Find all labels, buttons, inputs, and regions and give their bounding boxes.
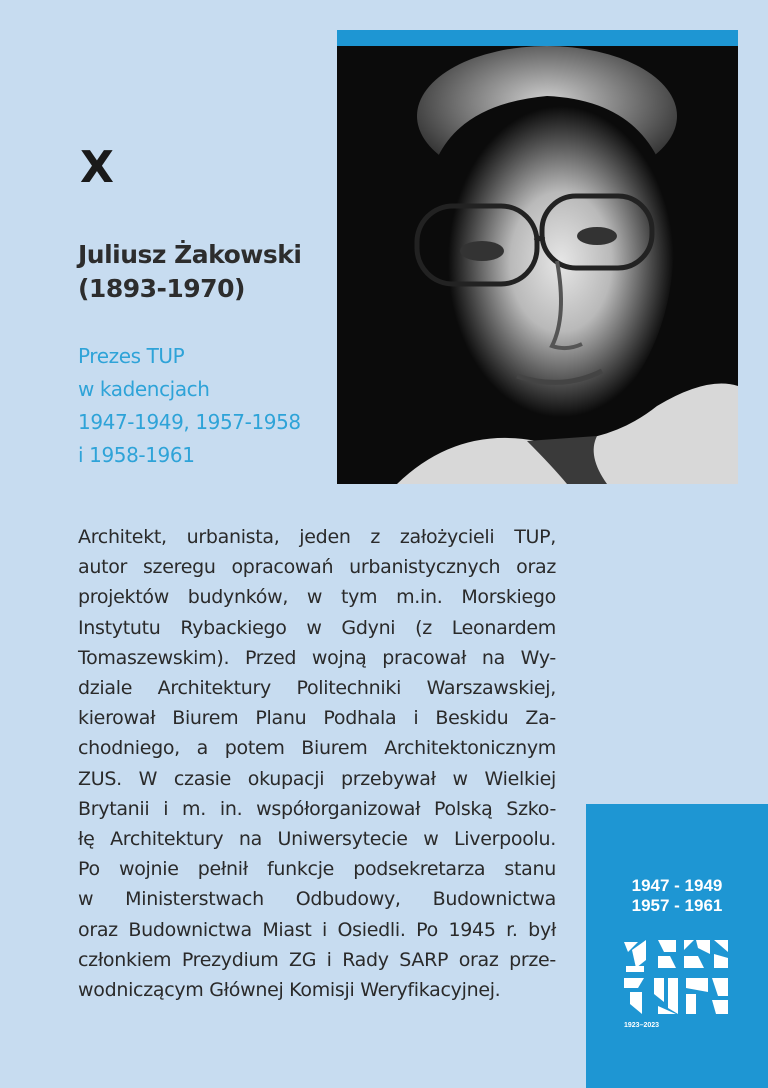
logo-years: 1923–2023: [624, 1022, 660, 1029]
bio-line: Instytutu Rybackiego w Gdyni (z Leonardem: [78, 616, 556, 639]
person-name: Juliusz Żakowski: [78, 240, 302, 269]
tup-100-logo-icon: [624, 938, 730, 1018]
bio-line: ZUS. W czasie okupacji przebywał w Wielkiej: [78, 767, 556, 790]
bio-line: członkiem Prezydium ZG i Rady SARP oraz prze-: [78, 948, 556, 971]
person-heading: [78, 238, 301, 306]
bio-line: chodniego, a potem Biurem Architektonicznym: [78, 737, 556, 760]
bio-line: w Ministerstwach Odbudowy, Budownictwa: [78, 888, 556, 911]
bio-line: kierował Biurem Planu Podhala i Beskidu Za-: [78, 707, 556, 730]
term-years-line: 1947 - 1949: [631, 876, 723, 895]
photo-top-bar: [337, 30, 738, 46]
portrait-image: [337, 46, 738, 484]
role-line: Prezes TUP: [78, 344, 185, 368]
bio-line: projektów budynków, w tym m.in. Morskiego: [78, 586, 556, 609]
bio-line: Po wojnie pełnił funkcje podsekretarza stanu: [78, 858, 556, 881]
bio-line: Architekt, urbanista, jeden z założycieli TUP,: [78, 526, 556, 548]
term-years: [586, 876, 768, 916]
role-line: w kadencjach: [78, 377, 210, 401]
role-line: 1947-1949, 1957-1958: [78, 410, 301, 434]
bio-line: łę Architektury na Uniwersytecie w Liverpoolu.: [78, 828, 556, 851]
term-years-line: 1957 - 1961: [631, 896, 723, 915]
role-description: [78, 340, 301, 472]
bio-line: Brytanii i m. in. współorganizował Polską Szko-: [78, 797, 556, 820]
biography-text: [78, 522, 556, 1005]
bio-line: dziale Architektury Politechniki Warszawskiej,: [78, 677, 556, 700]
bio-line: wodniczącym Głównej Komisji Weryfikacyjnej.: [78, 979, 501, 1002]
role-line: i 1958-1961: [78, 443, 195, 467]
bio-line: oraz Budownictwa Miast i Osiedli. Po 1945 r. był: [78, 918, 556, 941]
chapter-numeral: X: [80, 142, 114, 193]
portrait-photo: [337, 46, 738, 484]
term-badge: [586, 804, 768, 1088]
person-lifespan: (1893-1970): [78, 274, 245, 303]
bio-line: Tomaszewskim). Przed wojną pracował na Wy-: [78, 646, 556, 669]
bio-line: autor szeregu opracowań urbanistycznych oraz: [78, 556, 556, 579]
